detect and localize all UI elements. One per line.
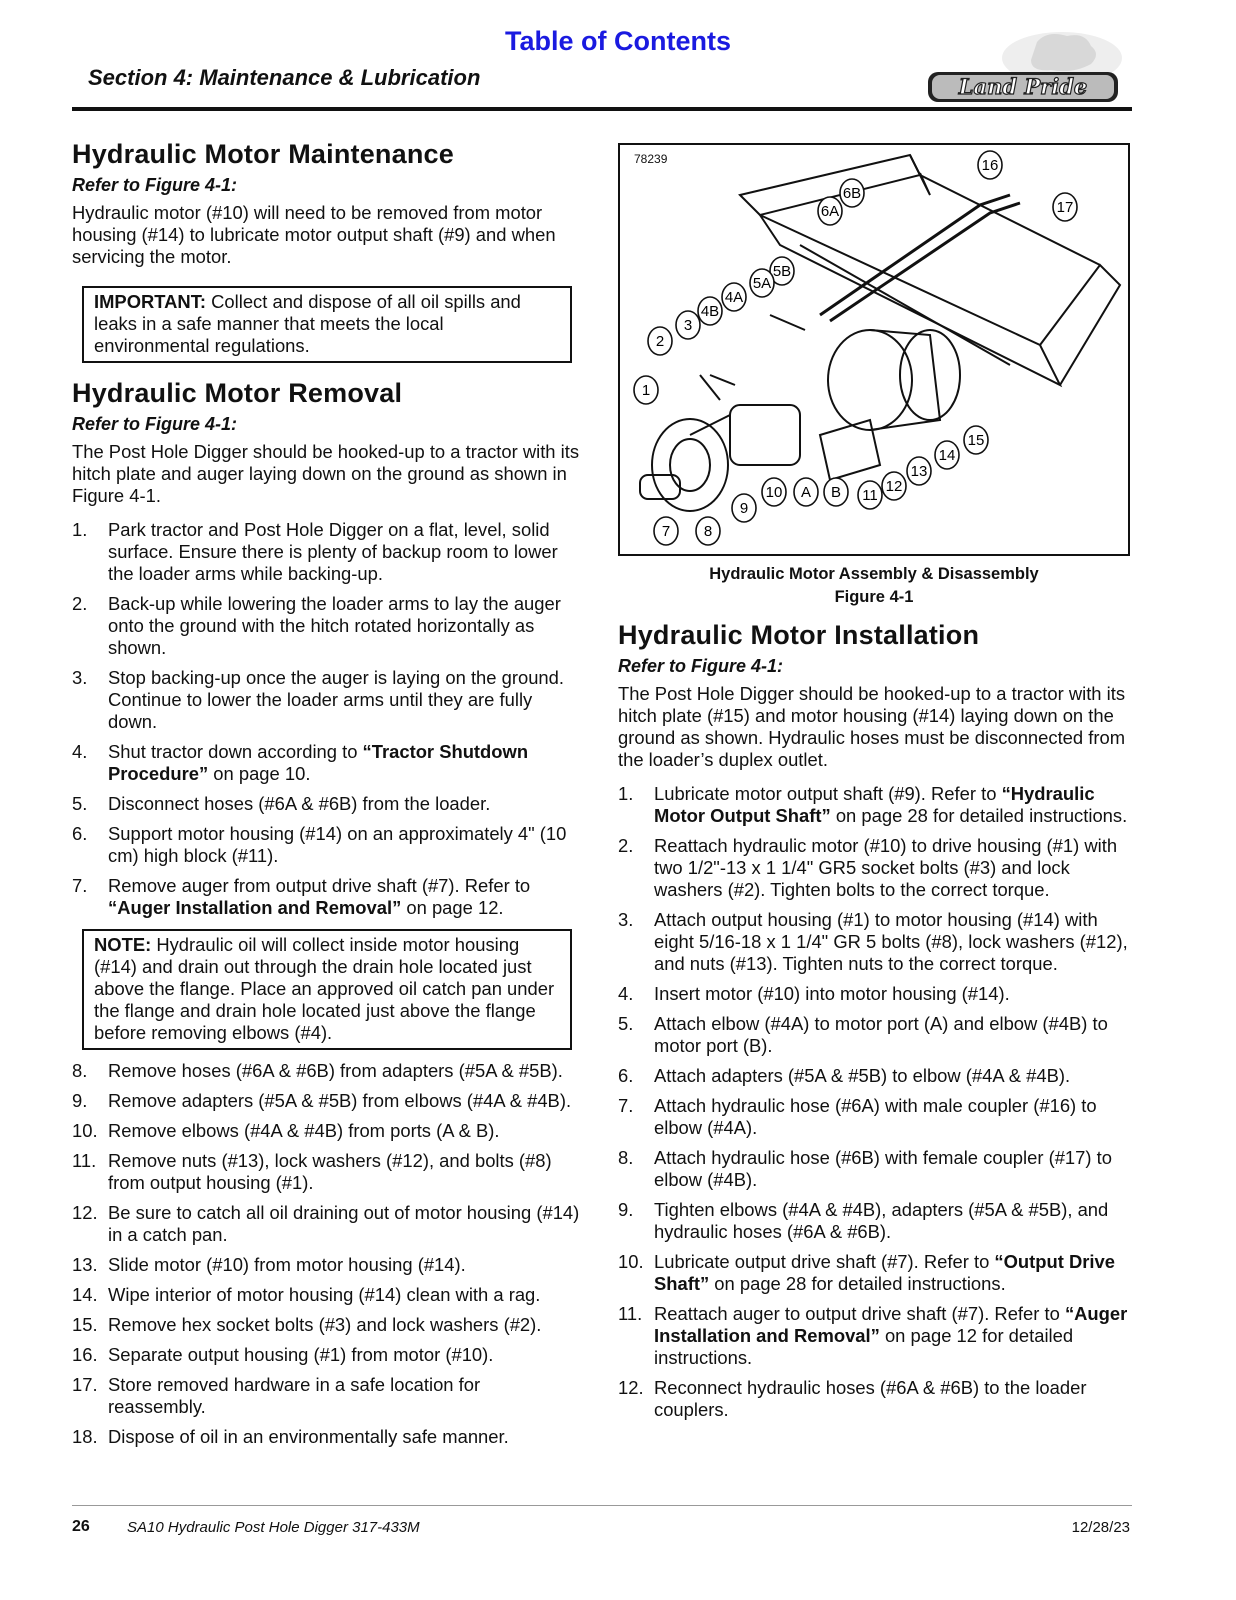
callout-label: 11: [862, 487, 878, 504]
callout-label: 7: [661, 523, 671, 540]
step-text: Reconnect hydraulic hoses (#6A & #6B) to the loader couplers.: [654, 1377, 1087, 1420]
list-item: [72, 1426, 582, 1448]
step-text-pre: Reattach auger to output drive shaft (#7). Refer to: [654, 1303, 1065, 1324]
step-text: Tighten elbows (#4A & #4B), adapters (#5A & #5B), and hydraulic hoses (#6A & #6B).: [654, 1199, 1109, 1242]
callout-label: 14: [938, 447, 956, 464]
callout-label: 15: [967, 432, 985, 449]
list-item: [72, 1150, 582, 1194]
callout-label: 4B: [700, 303, 720, 320]
step-text: [654, 1251, 1130, 1295]
step-number: 9.: [72, 1090, 88, 1111]
step-text: Attach elbow (#4A) to motor port (A) and elbow (#4B) to motor port (B).: [654, 1013, 1108, 1056]
figure-id: 78239: [634, 152, 668, 166]
step-text: Attach hydraulic hose (#6B) with female coupler (#17) to elbow (#4B).: [654, 1147, 1112, 1190]
note-label: NOTE:: [94, 934, 152, 955]
note-box: [82, 929, 572, 1050]
list-item: [618, 1065, 1130, 1087]
step-number: 8.: [618, 1147, 634, 1168]
removal-steps-list-continued: [72, 1060, 582, 1448]
step-number: 3.: [72, 667, 88, 688]
left-column: [72, 138, 582, 1456]
hitch-frame: [760, 215, 1060, 385]
step-text-pre: Lubricate motor output shaft (#9). Refer to: [654, 783, 1002, 804]
footer-rule: [72, 1505, 1132, 1506]
figure-caption-number: Figure 4-1: [834, 588, 914, 606]
list-item: [72, 1090, 582, 1112]
removal-steps-list: [72, 519, 582, 919]
hose-6b: [830, 203, 1020, 321]
step-number: 3.: [618, 909, 634, 930]
step-number: 13.: [72, 1254, 98, 1275]
list-item: [72, 1344, 582, 1366]
step-text: Slide motor (#10) from motor housing (#14).: [108, 1254, 466, 1275]
step-number: 12.: [618, 1377, 644, 1398]
removal-refer: Refer to Figure 4-1:: [72, 414, 238, 434]
maintenance-heading: Hydraulic Motor Maintenance: [72, 139, 454, 169]
callout-label: 13: [910, 463, 928, 480]
step-text: Support motor housing (#14) on an approximately 4" (10 cm) high block (#11).: [108, 823, 567, 866]
list-item: [618, 1013, 1130, 1057]
callout-label: 6B: [842, 185, 862, 202]
step-number: 7.: [72, 875, 88, 896]
figure-caption: [618, 563, 1130, 609]
list-item: [72, 1314, 582, 1336]
step-text-pre: Lubricate output drive shaft (#7). Refer to: [654, 1251, 995, 1272]
step-text: Reattach hydraulic motor (#10) to drive housing (#1) with two 1/2"-13 x 1 1/4" GR5 socket bolts (#3) and lock washers (#2). Tighten bolts to the correct torque.: [654, 835, 1118, 900]
installation-refer: Refer to Figure 4-1:: [618, 656, 784, 676]
step-number: 5.: [618, 1013, 634, 1034]
list-item: [618, 1377, 1130, 1421]
step-text: Insert motor (#10) into motor housing (#14).: [654, 983, 1010, 1004]
step-text: Dispose of oil in an environmentally safe manner.: [108, 1426, 509, 1447]
step-number: 1.: [618, 783, 634, 804]
list-item: [618, 1303, 1130, 1369]
callout-label: 2: [655, 333, 665, 350]
callout-label: 17: [1056, 199, 1074, 216]
step-text-post: on page 12 for detailed instructions.: [654, 1325, 1074, 1368]
important-box: [82, 286, 572, 363]
callout-label: 8: [703, 523, 713, 540]
list-item: [618, 1147, 1130, 1191]
installation-intro: The Post Hole Digger should be hooked-up to a tractor with its hitch plate (#15) and motor housing (#14) laying down on the ground as shown. Hydraulic hoses must be disconnected from the loader’s duplex outlet.: [618, 683, 1126, 770]
step-text-post: on page 10.: [208, 763, 311, 784]
step-number: 4.: [72, 741, 88, 762]
revision-date: 12/28/23: [1071, 1519, 1130, 1536]
step-text: Be sure to catch all oil draining out of motor housing (#14) in a catch pan.: [108, 1202, 580, 1245]
step-text: [654, 783, 1130, 827]
hydraulic-motor-diagram: [620, 145, 1128, 554]
cross-reference-link[interactable]: “Hydraulic Motor Output Shaft”: [654, 783, 1095, 826]
right-column: [618, 143, 1130, 1429]
list-item: [72, 1254, 582, 1276]
installation-heading: Hydraulic Motor Installation: [618, 620, 980, 650]
header-rule: [72, 107, 1132, 111]
step-text: [108, 875, 582, 919]
output-flange: [652, 419, 728, 511]
step-number: 6.: [72, 823, 88, 844]
callout-label: 10: [765, 484, 783, 501]
step-number: 10.: [618, 1251, 644, 1272]
step-text: Attach hydraulic hose (#6A) with male coupler (#16) to elbow (#4A).: [654, 1095, 1097, 1138]
callout-label: 16: [981, 157, 999, 174]
callout-label: 3: [683, 317, 693, 334]
step-number: 11.: [72, 1150, 97, 1171]
support-block: [820, 420, 880, 480]
cross-reference-link[interactable]: “Output Drive Shaft”: [654, 1251, 1115, 1294]
step-text: Disconnect hoses (#6A & #6B) from the loader.: [108, 793, 491, 814]
figure-caption-title: Hydraulic Motor Assembly & Disassembly: [709, 565, 1039, 583]
list-item: [618, 1095, 1130, 1139]
callout-label: A: [800, 484, 812, 501]
callout-label: 6A: [820, 203, 840, 220]
step-number: 17.: [72, 1374, 98, 1395]
list-item: [72, 741, 582, 785]
step-number: 9.: [618, 1199, 634, 1220]
callout-label: B: [830, 484, 842, 501]
step-number: 6.: [618, 1065, 634, 1086]
callout-label: 5A: [752, 275, 772, 292]
callout-label: 1: [641, 382, 651, 399]
land-pride-logo: [922, 28, 1122, 110]
list-item: [72, 823, 582, 867]
list-item: [72, 1374, 582, 1418]
table-of-contents-link[interactable]: Table of Contents: [505, 26, 731, 56]
removal-intro: The Post Hole Digger should be hooked-up to a tractor with its hitch plate and auger laying down on the ground as shown in Figure 4-1.: [72, 441, 580, 506]
list-item: [618, 835, 1130, 901]
list-item: [72, 1202, 582, 1246]
step-text: Remove elbows (#4A & #4B) from ports (A & B).: [108, 1120, 500, 1141]
important-label: IMPORTANT:: [94, 291, 207, 312]
maintenance-text: Hydraulic motor (#10) will need to be removed from motor housing (#14) to lubricate motor output shaft (#9) and when servicing the motor.: [72, 202, 556, 267]
cross-reference-link[interactable]: “Auger Installation and Removal”: [108, 897, 402, 918]
list-item: [618, 983, 1130, 1005]
step-number: 10.: [72, 1120, 98, 1141]
important-text: Collect and dispose of all oil spills and leaks in a safe manner that meets the local environmental regulations.: [94, 291, 521, 356]
list-item: [72, 1060, 582, 1082]
cross-reference-link[interactable]: “Tractor Shutdown Procedure”: [108, 741, 529, 784]
step-text: Remove hoses (#6A & #6B) from adapters (#5A & #5B).: [108, 1060, 563, 1081]
step-text: [108, 741, 582, 785]
list-item: [618, 909, 1130, 975]
list-item: [72, 793, 582, 815]
list-item: [618, 1251, 1130, 1295]
step-number: 8.: [72, 1060, 88, 1081]
step-text: Remove adapters (#5A & #5B) from elbows (#4A & #4B).: [108, 1090, 572, 1111]
step-text-post: on page 12.: [401, 897, 504, 918]
list-item: [72, 593, 582, 659]
cross-reference-link[interactable]: “Auger Installation and Removal”: [654, 1303, 1128, 1346]
step-text-pre: Shut tractor down according to: [108, 741, 363, 762]
installation-steps-list: [618, 783, 1130, 1421]
step-number: 14.: [72, 1284, 98, 1305]
step-number: 4.: [618, 983, 634, 1004]
step-text: Wipe interior of motor housing (#14) clean with a rag.: [108, 1284, 541, 1305]
note-text: Hydraulic oil will collect inside motor housing (#14) and drain out through the drain hole located just above the flange. Place an approved oil catch pan under the flange and drain hole located just above the flange before removing elbows (#4).: [94, 934, 555, 1043]
page-number: 26: [72, 1518, 90, 1535]
logo-text: Land Pride: [958, 74, 1088, 99]
list-item: [72, 875, 582, 919]
step-text: Attach output housing (#1) to motor housing (#14) with eight 5/16-18 x 1 1/4" GR 5 bolts (#8), lock washers (#12), and nuts (#13). Tighten nuts to the correct torque.: [654, 909, 1128, 974]
list-item: [72, 1284, 582, 1306]
step-number: 15.: [72, 1314, 98, 1335]
step-text-pre: Remove auger from output drive shaft (#7). Refer to: [108, 875, 531, 896]
list-item: [72, 519, 582, 585]
step-number: 5.: [72, 793, 88, 814]
callout-label: 12: [885, 478, 903, 495]
step-text: [654, 1303, 1130, 1369]
callout-label: 9: [739, 500, 749, 517]
step-number: 1.: [72, 519, 88, 540]
step-text-post: on page 28 for detailed instructions.: [830, 805, 1128, 826]
step-number: 16.: [72, 1344, 98, 1365]
step-number: 2.: [618, 835, 634, 856]
removal-heading: Hydraulic Motor Removal: [72, 378, 403, 408]
list-item: [618, 1199, 1130, 1243]
step-text: Attach adapters (#5A & #5B) to elbow (#4A & #4B).: [654, 1065, 1071, 1086]
hydraulic-motor: [730, 405, 800, 465]
callout-label: 5B: [772, 263, 792, 280]
step-number: 11.: [618, 1303, 643, 1324]
section-title: Section 4: Maintenance & Lubrication: [88, 65, 481, 90]
maintenance-refer: Refer to Figure 4-1:: [72, 175, 238, 195]
step-number: 7.: [618, 1095, 634, 1116]
step-text-post: on page 28 for detailed instructions.: [709, 1273, 1006, 1294]
step-text: Back-up while lowering the loader arms to lay the auger onto the ground with the hitch rotated horizontally as shown.: [108, 593, 561, 658]
step-text: Remove nuts (#13), lock washers (#12), and bolts (#8) from output housing (#1).: [108, 1150, 552, 1193]
step-text: Store removed hardware in a safe location for reassembly.: [108, 1374, 481, 1417]
list-item: [618, 783, 1130, 827]
step-text: Remove hex socket bolts (#3) and lock washers (#2).: [108, 1314, 542, 1335]
step-number: 18.: [72, 1426, 98, 1447]
step-text: Stop backing-up once the auger is laying on the ground. Continue to lower the loader arms until they are fully down.: [108, 667, 564, 732]
step-number: 2.: [72, 593, 88, 614]
step-number: 12.: [72, 1202, 98, 1223]
step-text: Separate output housing (#1) from motor (#10).: [108, 1344, 494, 1365]
callout-label: 4A: [724, 289, 744, 306]
list-item: [72, 1120, 582, 1142]
list-item: [72, 667, 582, 733]
figure-4-1: [618, 143, 1130, 556]
manual-title: SA10 Hydraulic Post Hole Digger 317-433M: [127, 1519, 420, 1536]
step-text: Park tractor and Post Hole Digger on a flat, level, solid surface. Ensure there is plenty of backup room to lower the loader arms while backing-up.: [108, 519, 558, 584]
